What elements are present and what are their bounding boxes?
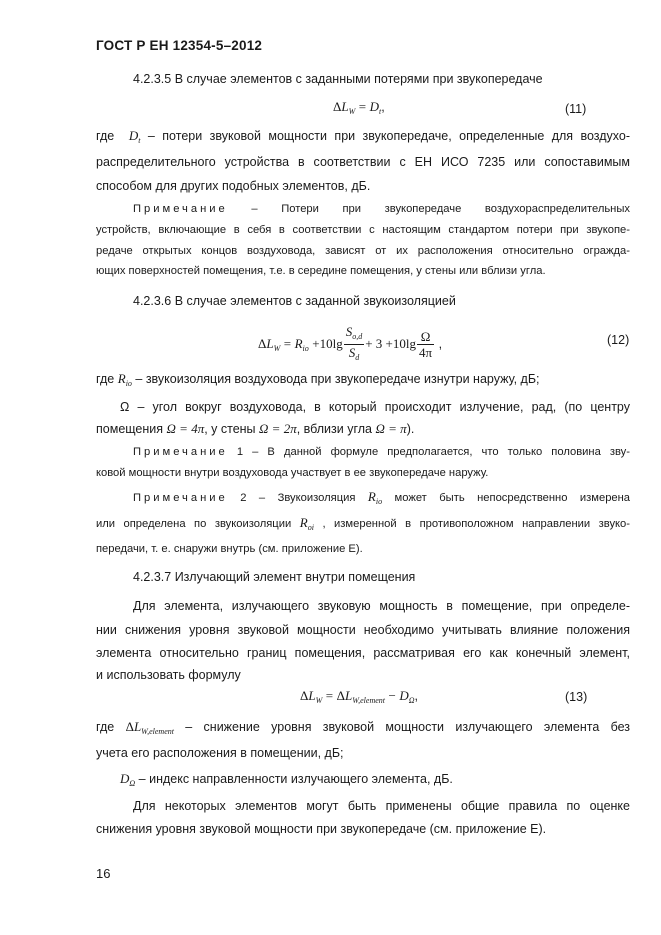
formula-12: $\Delta L_W = R_{io} +10\lg$ $\frac{S_{o,d}}{S_d}$ + 3 +10lg $\frac{\Omega}{4\pi}$ , <box>258 324 443 362</box>
def-dl-line1: где $\Delta L_{W,element}$ – снижение уровня звуковой мощности излучающего элемента без <box>96 719 630 736</box>
note3-line3: передачи, т. е. снаружи внутрь (см. приложение Е). <box>96 543 363 555</box>
note1-line1: Примечание – Потери при звукопередаче воздухораспределительных <box>133 203 630 215</box>
s4237-p4: и использовать формулу <box>96 668 241 682</box>
note3-line1: Примечание 2 – Звукоизоляция $R_{io}$ может быть непосредственно измерена <box>133 489 631 506</box>
omega-line1: Ω – угол вокруг воздуховода, в который происходит излучение, рад, (по центру <box>120 400 630 414</box>
def-rio: где $R_{io}$ – звукоизоляция воздуховода при звукопередаче изнутри наружу, дБ; <box>96 371 540 388</box>
def-do: $D_\Omega$ – индекс направленности излучающего элемента, дБ. <box>120 771 453 788</box>
note1-line3: редаче открытых концов воздуховода, зависят от их расположения относительно огражда- <box>96 245 630 257</box>
equation-number-11: (11) <box>565 102 587 116</box>
section-4236-title: 4.2.3.6 В случае элементов с заданной звукоизоляцией <box>133 294 456 308</box>
def-dt-line3: способом для других подобных элементов, дБ. <box>96 179 371 193</box>
note1-line4: ющих поверхностей помещения, т.е. в середине помещения, у стены или вблизи угла. <box>96 265 546 277</box>
note1-line2: устройств, включающие в себя в соответствии с настоящим стандартом потери при звукопе- <box>96 224 630 236</box>
note3-line2: или определена по звукоизоляции $R_{oi}$ , измеренной в противоположном направлении звуко- <box>96 515 631 532</box>
equation-number-13: (13) <box>565 690 588 704</box>
equation-number-12: (12) <box>607 333 630 347</box>
closing-line1: Для некоторых элементов могут быть применены общие правила по оценке <box>133 799 630 813</box>
def-dt-line1: где $D_t$ – потери звуковой мощности при звукопередаче, определенные для воздухо- <box>96 128 631 145</box>
s4237-p2: нии снижения уровня звуковой мощности необходимо учитывать влияние положения <box>96 623 630 637</box>
s4237-p3: элемента относительно границ помещения, рассматривая его как конечный элемент, <box>96 646 630 660</box>
closing-line2: снижения уровня звуковой мощности при звукопередаче (см. приложение Е). <box>96 822 547 836</box>
section-4235-title: 4.2.3.5 В случае элементов с заданными потерями при звукопередаче <box>133 72 543 86</box>
def-dt-line2: распределительного устройства в соответствии с ЕН ИСО 7235 или сопоставимым <box>96 155 630 169</box>
s4237-p1: Для элемента, излучающего звуковую мощность в помещение, при определе- <box>133 599 630 613</box>
formula-13: $\Delta L_W = \Delta L_{W,element} - D_\Omega$, <box>300 688 418 705</box>
document-header: ГОСТ Р ЕН 12354-5–2012 <box>96 38 263 53</box>
def-dl-line2: учета его расположения в помещении, дБ; <box>96 746 344 760</box>
page-number: 16 <box>96 866 111 881</box>
note2-line1: Примечание 1 – В данной формуле предполагается, что только половина зву- <box>133 446 631 458</box>
note2-line2: ковой мощности внутри воздуховода участвует в ее звукопередаче наружу. <box>96 467 489 479</box>
section-4237-title: 4.2.3.7 Излучающий элемент внутри помещения <box>133 570 416 584</box>
omega-line2: помещения Ω = 4π, у стены Ω = 2π, вблизи угла Ω = π). <box>96 421 415 436</box>
formula-11: $\Delta L_W = D_t$, <box>333 99 385 116</box>
